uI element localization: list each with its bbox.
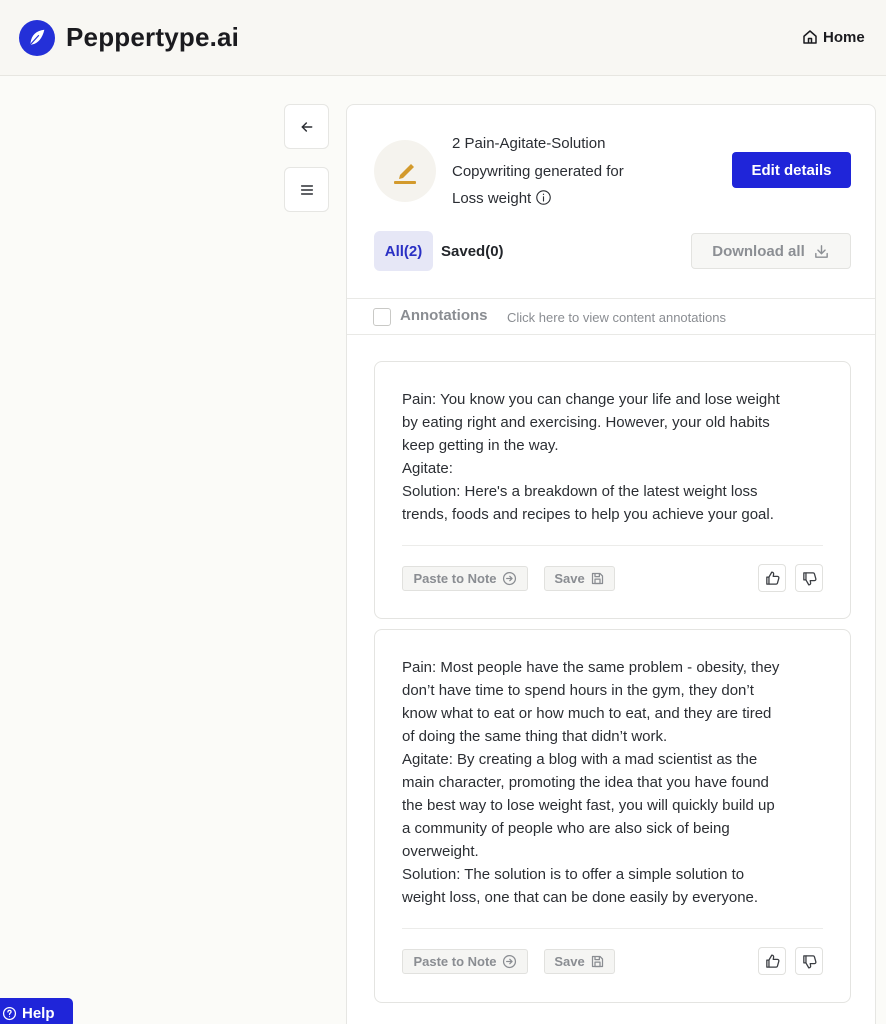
thumbs-up-button[interactable] [758, 564, 786, 592]
logo-feather-icon[interactable] [19, 20, 55, 56]
result-text [402, 656, 827, 909]
thumbs-down-icon [801, 570, 818, 587]
thumbs-up-icon [764, 953, 781, 970]
title-line-3 [452, 185, 672, 213]
paste-label: Paste to Note [413, 954, 497, 969]
text-line: by eating right and exercising. However, your old habits [402, 414, 770, 431]
menu-button[interactable] [284, 167, 329, 212]
result-card [374, 361, 851, 619]
title-line-2: Copywriting generated for [452, 162, 624, 180]
download-all-button[interactable] [691, 233, 851, 269]
thumbs-down-button[interactable] [795, 564, 823, 592]
thumbs-up-button[interactable] [758, 947, 786, 975]
question-circle-icon [2, 1006, 17, 1021]
thumbs-down-button[interactable] [795, 947, 823, 975]
home-icon [801, 28, 819, 46]
topic-label: Loss weight [452, 190, 532, 207]
thumbs-up-icon [764, 570, 781, 587]
text-line: main character, promoting the idea that you have found [402, 774, 769, 791]
floppy-disk-icon [590, 571, 605, 586]
save-button[interactable] [544, 949, 615, 974]
text-line: Solution: Here's a breakdown of the latest weight loss [402, 483, 758, 500]
arrow-circle-right-icon [502, 954, 517, 969]
results-panel [346, 104, 876, 1024]
back-button[interactable] [284, 104, 329, 149]
result-text [402, 388, 827, 526]
thumbs-down-icon [801, 953, 818, 970]
document-title [452, 130, 672, 213]
document-badge [374, 140, 436, 202]
text-line: trends, foods and recipes to help you achieve your goal. [402, 506, 774, 523]
text-line: a community of people who are also sick of being [402, 820, 730, 837]
download-icon [813, 243, 830, 260]
tab-saved[interactable]: Saved(0) [441, 242, 504, 260]
info-icon[interactable] [535, 189, 552, 206]
home-label: Home [823, 28, 865, 46]
text-line: Agitate: By creating a blog with a mad scientist as the [402, 751, 758, 768]
arrow-circle-right-icon [502, 571, 517, 586]
download-label: Download all [712, 242, 805, 260]
text-line: overweight. [402, 843, 479, 860]
annotations-label[interactable]: Annotations [400, 307, 488, 324]
title-line-1: 2 Pain-Agitate-Solution [452, 135, 606, 152]
hamburger-icon [299, 182, 315, 198]
text-line: know what to eat or how much to eat, and they are tired [402, 705, 772, 722]
app-name[interactable]: Peppertype.ai [66, 22, 240, 52]
card-divider [402, 545, 823, 546]
help-button[interactable] [0, 998, 73, 1024]
text-line: don’t have time to spend hours in the gym, they don’t [402, 682, 754, 699]
pen-icon [390, 156, 420, 186]
paste-label: Paste to Note [413, 571, 497, 586]
text-line: the best way to lose weight fast, you will quickly build up [402, 797, 775, 814]
top-header [0, 0, 886, 76]
text-line: keep getting in the way. [402, 437, 559, 454]
text-line: Pain: Most people have the same problem - obesity, they [402, 659, 780, 676]
text-line: Agitate: [402, 460, 453, 477]
paste-to-note-button[interactable] [402, 949, 528, 974]
edit-details-button[interactable]: Edit details [732, 152, 851, 188]
annotations-bar [347, 298, 875, 335]
annotations-checkbox[interactable] [373, 308, 391, 326]
tab-all[interactable]: All(2) [374, 231, 433, 271]
text-line: Pain: You know you can change your life and lose weight [402, 391, 780, 408]
text-line: Solution: The solution is to offer a simple solution to [402, 866, 745, 883]
paste-to-note-button[interactable] [402, 566, 528, 591]
result-card [374, 629, 851, 1003]
home-link[interactable] [801, 28, 865, 46]
save-button[interactable] [544, 566, 615, 591]
save-label: Save [554, 954, 585, 969]
text-line: weight loss, one that can be done easily by everyone. [402, 889, 759, 906]
card-divider [402, 928, 823, 929]
arrow-left-icon [299, 119, 315, 135]
floppy-disk-icon [590, 954, 605, 969]
annotations-hint: Click here to view content annotations [507, 310, 726, 325]
text-line: of doing the same thing that didn’t work. [402, 728, 668, 745]
save-label: Save [554, 571, 585, 586]
help-label: Help [22, 1004, 55, 1022]
